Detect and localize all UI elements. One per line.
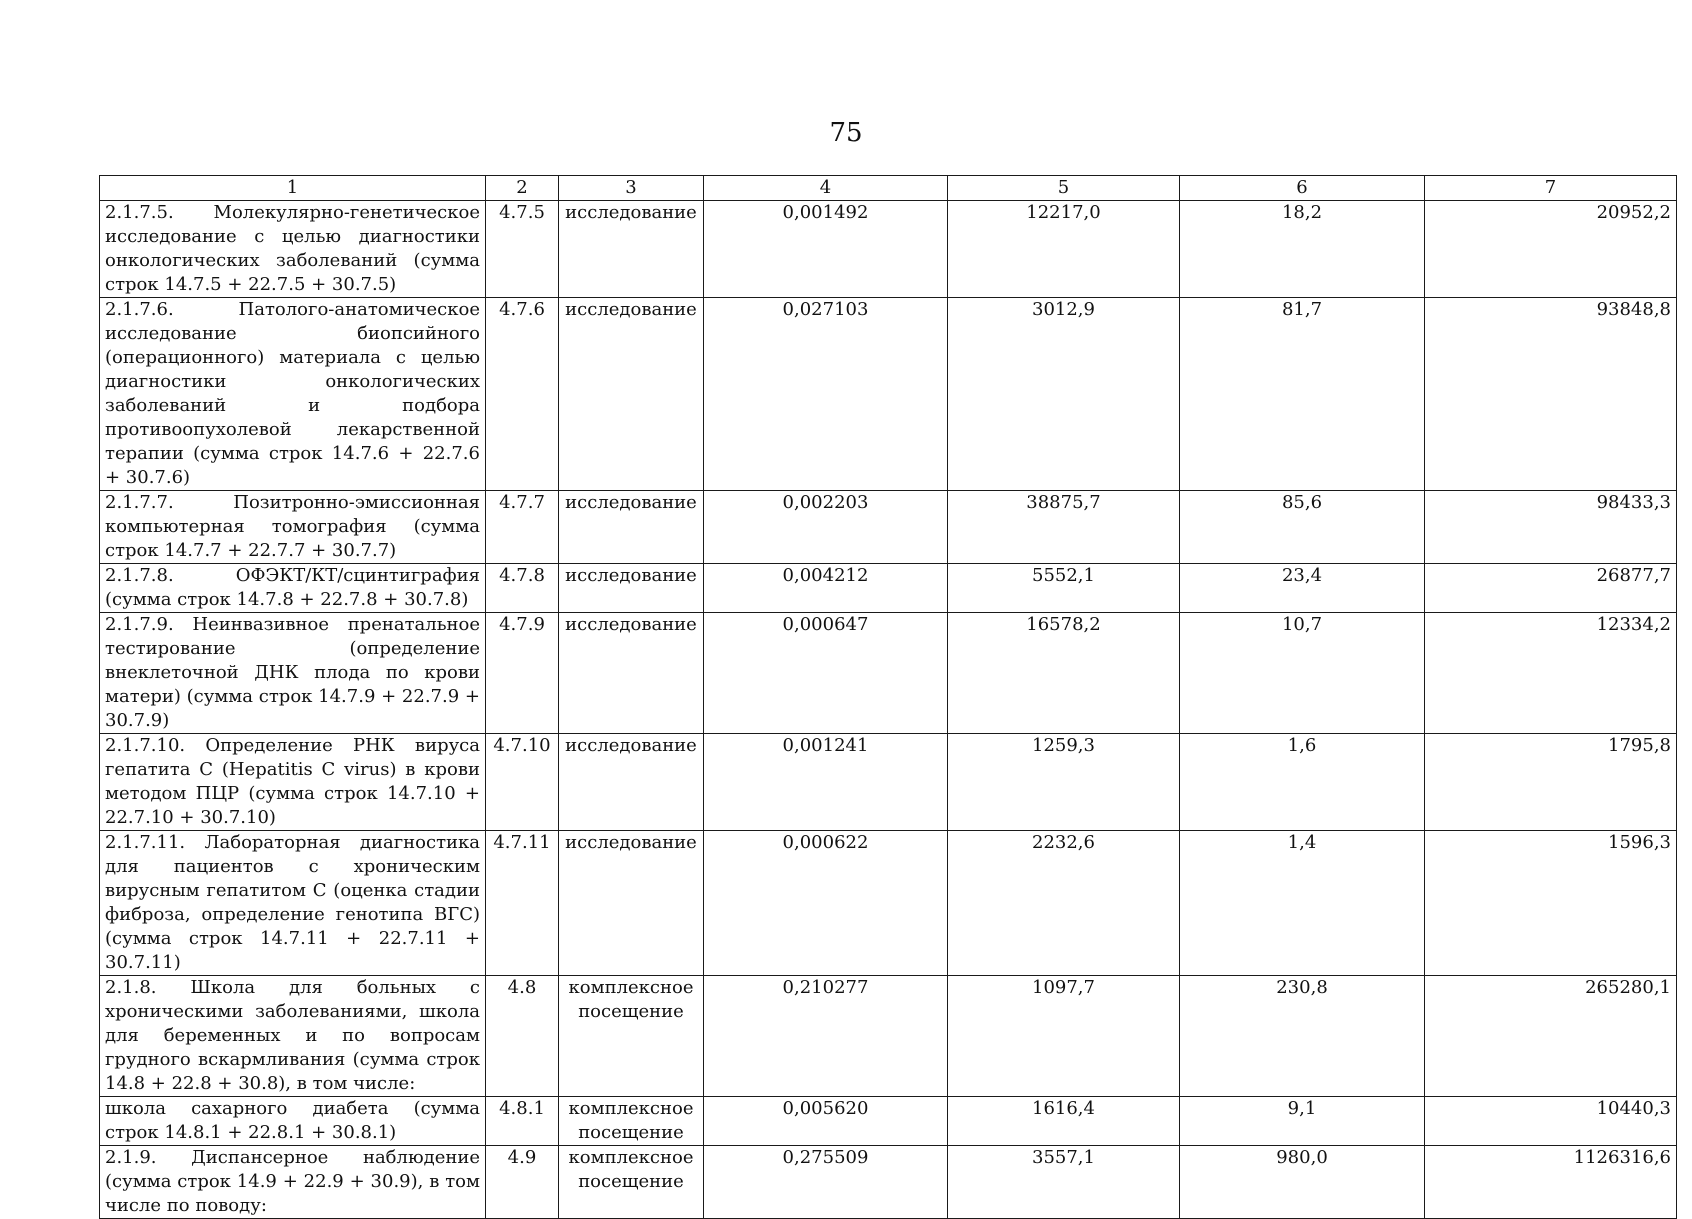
row-value-7: 20952,2 (1425, 201, 1677, 298)
column-number: 7 (1425, 176, 1677, 201)
row-code: 4.9 (486, 1146, 559, 1219)
row-name: 2.1.7.7. Позитронно-эмиссионная компьютерная томография (сумма строк 14.7.7 + 22.7.7 + 30.7.7) (100, 491, 486, 564)
row-value-4: 0,000622 (704, 831, 948, 976)
row-code: 4.7.11 (486, 831, 559, 976)
row-code: 4.8.1 (486, 1097, 559, 1146)
row-value-4: 0,001241 (704, 734, 948, 831)
table-row (100, 831, 1677, 976)
row-value-4: 0,027103 (704, 298, 948, 491)
table-row (100, 1097, 1677, 1146)
row-value-5: 2232,6 (948, 831, 1180, 976)
row-unit: исследование (559, 831, 704, 976)
table-row (100, 564, 1677, 613)
row-value-4: 0,000647 (704, 613, 948, 734)
row-name: 2.1.9. Диспансерное наблюдение (сумма строк 14.9 + 22.9 + 30.9), в том числе по поводу: (100, 1146, 486, 1219)
row-value-5: 12217,0 (948, 201, 1180, 298)
row-code: 4.7.9 (486, 613, 559, 734)
row-value-6: 230,8 (1180, 976, 1425, 1097)
table-row (100, 298, 1677, 491)
page-number: 75 (829, 118, 863, 148)
row-code: 4.7.6 (486, 298, 559, 491)
column-number: 1 (100, 176, 486, 201)
row-value-7: 1795,8 (1425, 734, 1677, 831)
row-code: 4.8 (486, 976, 559, 1097)
row-unit: комплексное посещение (559, 976, 704, 1097)
row-value-4: 0,004212 (704, 564, 948, 613)
table-row (100, 1146, 1677, 1219)
row-value-7: 10440,3 (1425, 1097, 1677, 1146)
row-value-4: 0,275509 (704, 1146, 948, 1219)
row-name: 2.1.7.5. Молекулярно-генетическое исследование с целью диагностики онкологических заболеваний (сумма строк 14.7.5 + 22.7.5 + 30.7.5) (100, 201, 486, 298)
column-number: 6 (1180, 176, 1425, 201)
row-value-5: 3012,9 (948, 298, 1180, 491)
column-number: 3 (559, 176, 704, 201)
row-value-4: 0,005620 (704, 1097, 948, 1146)
row-code: 4.7.5 (486, 201, 559, 298)
column-number-row (100, 176, 1677, 201)
row-code: 4.7.8 (486, 564, 559, 613)
row-value-7: 265280,1 (1425, 976, 1677, 1097)
row-value-7: 26877,7 (1425, 564, 1677, 613)
row-unit: комплексное посещение (559, 1146, 704, 1219)
row-unit: исследование (559, 613, 704, 734)
row-value-6: 23,4 (1180, 564, 1425, 613)
column-number: 2 (486, 176, 559, 201)
row-value-6: 10,7 (1180, 613, 1425, 734)
row-name: школа сахарного диабета (сумма строк 14.8.1 + 22.8.1 + 30.8.1) (100, 1097, 486, 1146)
column-number: 4 (704, 176, 948, 201)
table-row (100, 976, 1677, 1097)
row-value-7: 93848,8 (1425, 298, 1677, 491)
table-row (100, 613, 1677, 734)
row-value-6: 18,2 (1180, 201, 1425, 298)
row-name: 2.1.8. Школа для больных с хроническими заболеваниями, школа для беременных и по вопросам грудного вскармливания (сумма строк 14.8 + 22.8 + 30.8), в том числе: (100, 976, 486, 1097)
row-value-6: 81,7 (1180, 298, 1425, 491)
row-name: 2.1.7.6. Патолого-анатомическое исследование биопсийного (операционного) материала с целью диагностики онкологических заболеваний и подбора противоопухолевой лекарственной терапии (сумма строк 14.7.6 + 22.7.6 + 30.7.6) (100, 298, 486, 491)
row-value-5: 38875,7 (948, 491, 1180, 564)
row-name: 2.1.7.11. Лабораторная диагностика для пациентов с хроническим вирусным гепатитом С (оценка стадии фиброза, определение генотипа ВГС) (сумма строк 14.7.11 + 22.7.11 + 30.7.11) (100, 831, 486, 976)
row-value-6: 9,1 (1180, 1097, 1425, 1146)
data-table (99, 175, 1677, 1219)
row-name: 2.1.7.10. Определение РНК вируса гепатита С (Hepatitis C virus) в крови методом ПЦР (сумма строк 14.7.10 + 22.7.10 + 30.7.10) (100, 734, 486, 831)
row-value-7: 12334,2 (1425, 613, 1677, 734)
row-value-7: 98433,3 (1425, 491, 1677, 564)
row-code: 4.7.7 (486, 491, 559, 564)
row-value-5: 1097,7 (948, 976, 1180, 1097)
row-value-6: 85,6 (1180, 491, 1425, 564)
row-value-4: 0,210277 (704, 976, 948, 1097)
row-value-5: 16578,2 (948, 613, 1180, 734)
row-unit: исследование (559, 298, 704, 491)
row-unit: исследование (559, 491, 704, 564)
row-unit: комплексное посещение (559, 1097, 704, 1146)
row-name: 2.1.7.9. Неинвазивное пренатальное тестирование (определение внеклеточной ДНК плода по крови матери) (сумма строк 14.7.9 + 22.7.9 + 30.7.9) (100, 613, 486, 734)
row-value-4: 0,001492 (704, 201, 948, 298)
row-unit: исследование (559, 564, 704, 613)
row-value-5: 1616,4 (948, 1097, 1180, 1146)
row-value-6: 1,6 (1180, 734, 1425, 831)
table-row (100, 201, 1677, 298)
table-row (100, 491, 1677, 564)
table-row (100, 734, 1677, 831)
row-unit: исследование (559, 201, 704, 298)
row-value-4: 0,002203 (704, 491, 948, 564)
row-unit: исследование (559, 734, 704, 831)
row-value-6: 980,0 (1180, 1146, 1425, 1219)
row-value-6: 1,4 (1180, 831, 1425, 976)
row-value-7: 1126316,6 (1425, 1146, 1677, 1219)
row-value-5: 1259,3 (948, 734, 1180, 831)
row-name: 2.1.7.8. ОФЭКТ/КТ/сцинтиграфия (сумма строк 14.7.8 + 22.7.8 + 30.7.8) (100, 564, 486, 613)
row-value-5: 5552,1 (948, 564, 1180, 613)
row-value-7: 1596,3 (1425, 831, 1677, 976)
row-code: 4.7.10 (486, 734, 559, 831)
column-number: 5 (948, 176, 1180, 201)
row-value-5: 3557,1 (948, 1146, 1180, 1219)
